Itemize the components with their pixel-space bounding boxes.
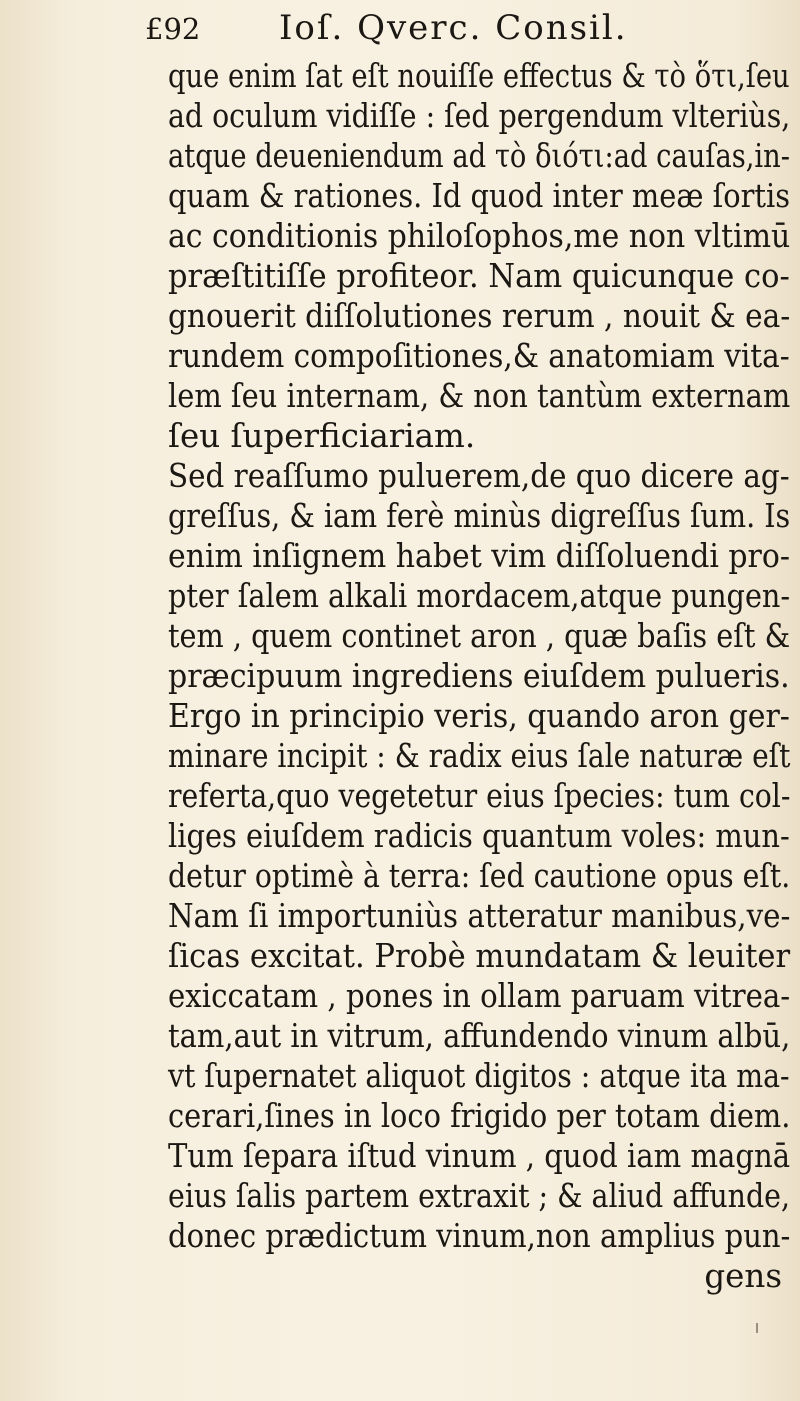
catchword: gens [704, 1257, 782, 1295]
text-line: cerari,ſines in loco frigido per totam diem. [168, 1097, 791, 1135]
text-line: præcipuum ingrediens eiuſdem pulueris. [168, 657, 790, 695]
page-number: £92 [145, 12, 201, 46]
text-line: greſſus, & iam ferè minùs digreſſus ſum. Is [168, 497, 791, 535]
text-line: tam,aut in vitrum, affundendo vinum albū, [168, 1017, 791, 1055]
text-line: donec prædictum vinum,non amplius pun- [168, 1217, 791, 1255]
text-line: tem , quem continet aron , quæ baſis eſt & [168, 617, 791, 655]
text-line: ac conditionis philoſophos,me non vltimū [168, 217, 791, 255]
running-head: Ioſ. Qverc. Consil. [279, 8, 628, 48]
text-line: rundem compoſitiones,& anatomiam vita- [168, 337, 790, 375]
text-line: detur optimè à terra: ſed cautione opus eſt. [168, 857, 791, 895]
text-line: Ergo in principio veris, quando aron ger- [168, 697, 790, 735]
text-line: que enim ſat eſt nouiſſe effectus & τὸ ὅτι,ſeu [168, 57, 790, 95]
text-line: exiccatam , pones in ollam paruam vitrea- [168, 977, 791, 1015]
text-line: Nam ſi importuniùs atteratur manibus,ve- [168, 897, 791, 935]
text-line: Sed reaſſumo puluerem,de quo dicere ag- [168, 457, 790, 495]
text-line: atque deueniendum ad τὸ διότι:ad cauſas,in- [168, 137, 790, 175]
paper-mark [756, 1323, 758, 1333]
text-line: referta,quo vegetetur eius ſpecies: tum col- [168, 777, 791, 815]
text-line: liges eiuſdem radicis quantum voles: mun- [168, 817, 790, 855]
text-line: vt ſupernatet aliquot digitos : atque ita ma- [168, 1057, 790, 1095]
text-line: minare incipit : & radix eius ſale naturæ eſt [168, 737, 791, 775]
text-line: quam & rationes. Id quod inter meæ ſortis [168, 177, 791, 215]
text-line: Tum ſepara iſtud vinum , quod iam magnā [168, 1137, 791, 1175]
text-line: eius ſalis partem extraxit ; & aliud affunde, [168, 1177, 791, 1215]
text-line: lem ſeu internam, & non tantùm externam [168, 377, 791, 415]
text-line: gnouerit diſſolutiones rerum , nouit & ea- [168, 297, 791, 335]
text-line: pter ſalem alkali mordacem,atque pungen- [168, 577, 791, 615]
text-line: enim inſignem habet vim diſſoluendi pro- [168, 537, 790, 575]
text-line: ſeu ſuperficiariam. [168, 417, 476, 455]
page-header [145, 8, 785, 56]
text-line: præſtitiſſe profiteor. Nam quicunque co- [168, 257, 790, 295]
text-line: ad oculum vidiſſe : ſed pergendum vlteriùs, [168, 97, 791, 135]
text-line: ſicas excitat. Probè mundatam & leuiter [168, 937, 791, 975]
